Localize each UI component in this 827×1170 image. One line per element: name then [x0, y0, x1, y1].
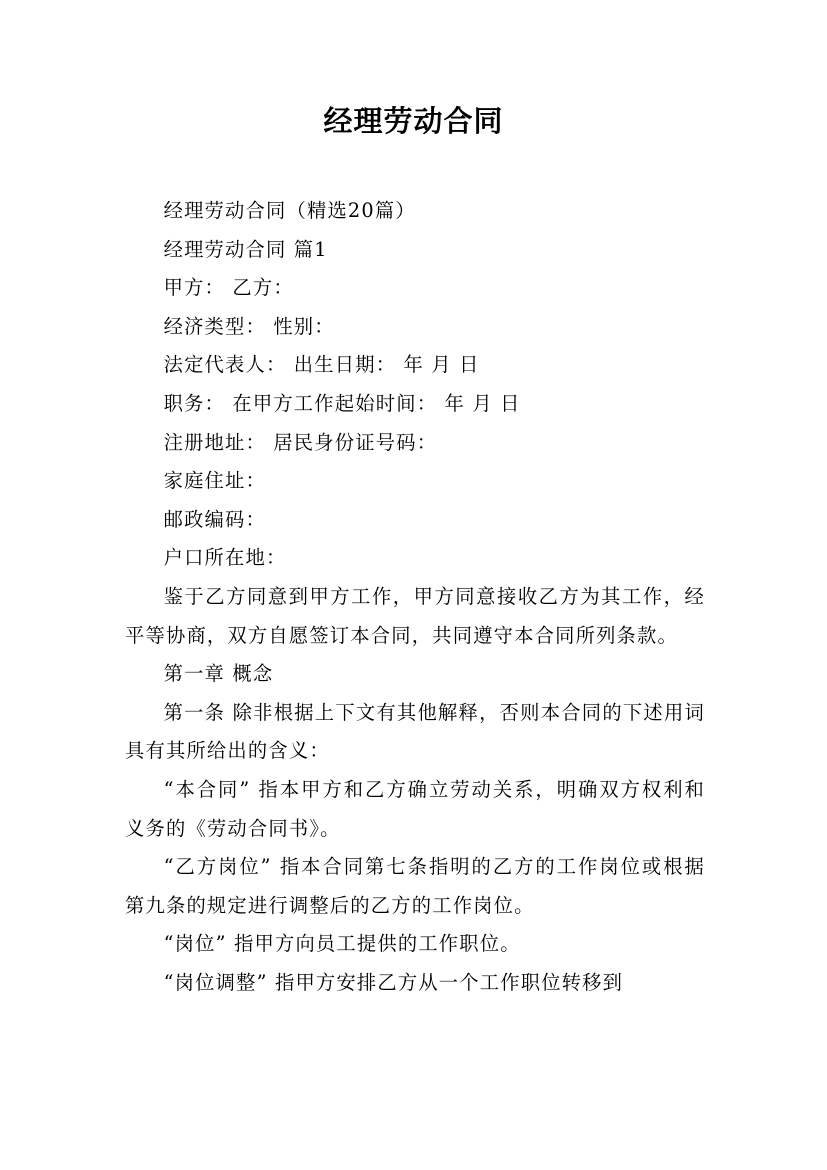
paragraph: “本合同” 指本甲方和乙方确立劳动关系，明确双方权利和义务的《劳动合同书》。	[125, 777, 705, 840]
paragraph: 经理劳动合同（精选20篇）	[163, 199, 416, 222]
paragraph: 第一条 除非根据上下文有其他解释，否则本合同的下述用词具有其所给出的含义：	[125, 700, 705, 763]
paragraph: 第一章 概念	[163, 662, 274, 686]
paragraph: 甲方： 乙方：	[163, 276, 294, 300]
paragraph: “岗位” 指甲方向员工提供的工作职位。	[163, 932, 521, 956]
paragraph: 邮政编码：	[163, 507, 266, 531]
paragraph: 职务： 在甲方工作起始时间： 年 月 日	[163, 391, 521, 415]
document-title: 经理劳动合同	[323, 104, 504, 138]
paragraph: 家庭住址：	[163, 469, 266, 493]
paragraph: 经理劳动合同 篇1	[163, 237, 328, 261]
paragraph: 注册地址： 居民身份证号码：	[163, 430, 438, 454]
paragraph: 鉴于乙方同意到甲方工作，甲方同意接收乙方为其工作，经平等协商，双方自愿签订本合同，共同遵守本合同所列条款。	[125, 584, 705, 647]
paragraph: 户口所在地：	[163, 546, 287, 570]
paragraph: “岗位调整” 指甲方安排乙方从一个工作职位转移到	[163, 970, 624, 994]
paragraph: 经济类型： 性别：	[163, 314, 335, 338]
document-body	[125, 192, 705, 1002]
paragraph: “乙方岗位” 指本合同第七条指明的乙方的工作岗位或根据第九条的规定进行调整后的乙方的工作岗位。	[125, 855, 705, 917]
paragraph: 法定代表人： 出生日期： 年 月 日	[163, 353, 480, 377]
